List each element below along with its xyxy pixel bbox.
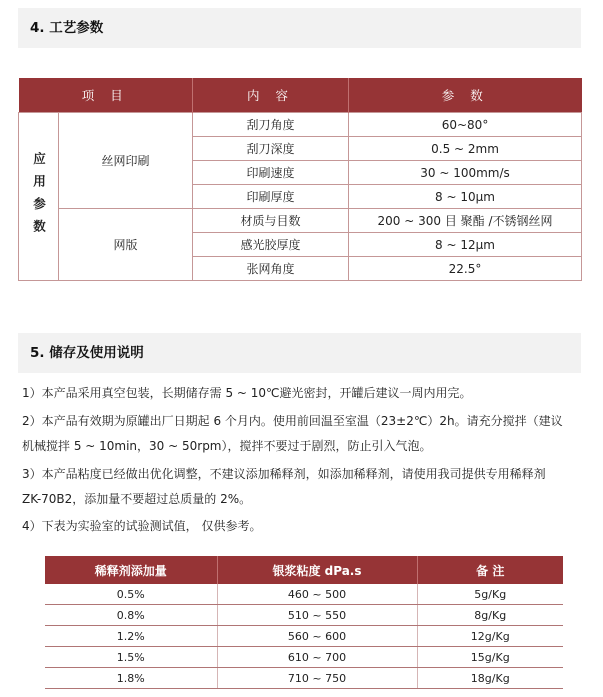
note-3-continued: ZK-70B2，添加量不要超过总质量的 2%。: [22, 492, 252, 506]
viscosity-cell: 460 ~ 500: [217, 584, 417, 605]
table-row: [45, 647, 563, 668]
header-param: 参 数: [349, 78, 582, 113]
subgroup-screen: 网版: [59, 209, 193, 281]
remark-cell: 12g/Kg: [417, 626, 563, 647]
viscosity-cell: 560 ~ 600: [217, 626, 417, 647]
note-3: 3）本产品粘度已经做出优化调整，不建议添加稀释剂，如添加稀释剂，请使用我司提供专用稀释剂: [22, 467, 546, 481]
dilution-cell: 0.8%: [45, 605, 217, 626]
note-4: 4）下表为实验室的试验测试值， 仅供参考。: [22, 519, 262, 533]
header-dilution-amount: 稀释剂添加量: [45, 556, 217, 584]
group-label: 应用参数: [19, 113, 59, 281]
content-cell: 感光胶厚度: [193, 233, 349, 257]
note-1: 1）本产品采用真空包装，长期储存需 5 ~ 10℃避光密封，开罐后建议一周内用完。: [22, 386, 472, 400]
table-row: [19, 113, 582, 137]
header-content: 内 容: [193, 78, 349, 113]
param-cell: 8 ~ 10μm: [349, 185, 582, 209]
content-cell: 刮刀角度: [193, 113, 349, 137]
content-cell: 材质与目数: [193, 209, 349, 233]
content-cell: 印刷厚度: [193, 185, 349, 209]
content-cell: 刮刀深度: [193, 137, 349, 161]
header-remarks: 备 注: [417, 556, 563, 584]
table-row: [19, 209, 582, 233]
table-row: [45, 668, 563, 689]
viscosity-cell: 610 ~ 700: [217, 647, 417, 668]
note-2-continued: 机械搅拌 5 ~ 10min，30 ~ 50rpm），搅拌不要过于剧烈，防止引入气泡。: [22, 439, 432, 453]
dilution-cell: 1.2%: [45, 626, 217, 647]
header-viscosity: 银浆粘度 dPa.s: [217, 556, 417, 584]
header-item: 项 目: [19, 78, 193, 113]
param-cell: 30 ~ 100mm/s: [349, 161, 582, 185]
table-row: [45, 605, 563, 626]
process-parameters-table: [18, 78, 582, 281]
param-cell: 22.5°: [349, 257, 582, 281]
content-cell: 张网角度: [193, 257, 349, 281]
param-cell: 8 ~ 12μm: [349, 233, 582, 257]
viscosity-cell: 710 ~ 750: [217, 668, 417, 689]
remark-cell: 15g/Kg: [417, 647, 563, 668]
param-cell: 60~80°: [349, 113, 582, 137]
remark-cell: 5g/Kg: [417, 584, 563, 605]
dilution-cell: 0.5%: [45, 584, 217, 605]
subgroup-screen-printing: 丝网印刷: [59, 113, 193, 209]
section-4-header: 4. 工艺参数: [18, 8, 581, 48]
param-cell: 200 ~ 300 目 聚酯 /不锈钢丝网: [349, 209, 582, 233]
table-header-row: [19, 78, 582, 113]
dilution-cell: 1.8%: [45, 668, 217, 689]
dilution-test-table: [45, 556, 563, 689]
note-2: 2）本产品有效期为原罐出厂日期起 6 个月内。使用前回温至室温（23±2℃）2h。请充分搅拌（建议: [22, 414, 563, 428]
viscosity-cell: 510 ~ 550: [217, 605, 417, 626]
table-row: [45, 626, 563, 647]
table-row: [45, 584, 563, 605]
param-cell: 0.5 ~ 2mm: [349, 137, 582, 161]
content-cell: 印刷速度: [193, 161, 349, 185]
remark-cell: 18g/Kg: [417, 668, 563, 689]
remark-cell: 8g/Kg: [417, 605, 563, 626]
table-header-row: [45, 556, 563, 584]
dilution-cell: 1.5%: [45, 647, 217, 668]
section-5-header: 5. 储存及使用说明: [18, 333, 581, 373]
